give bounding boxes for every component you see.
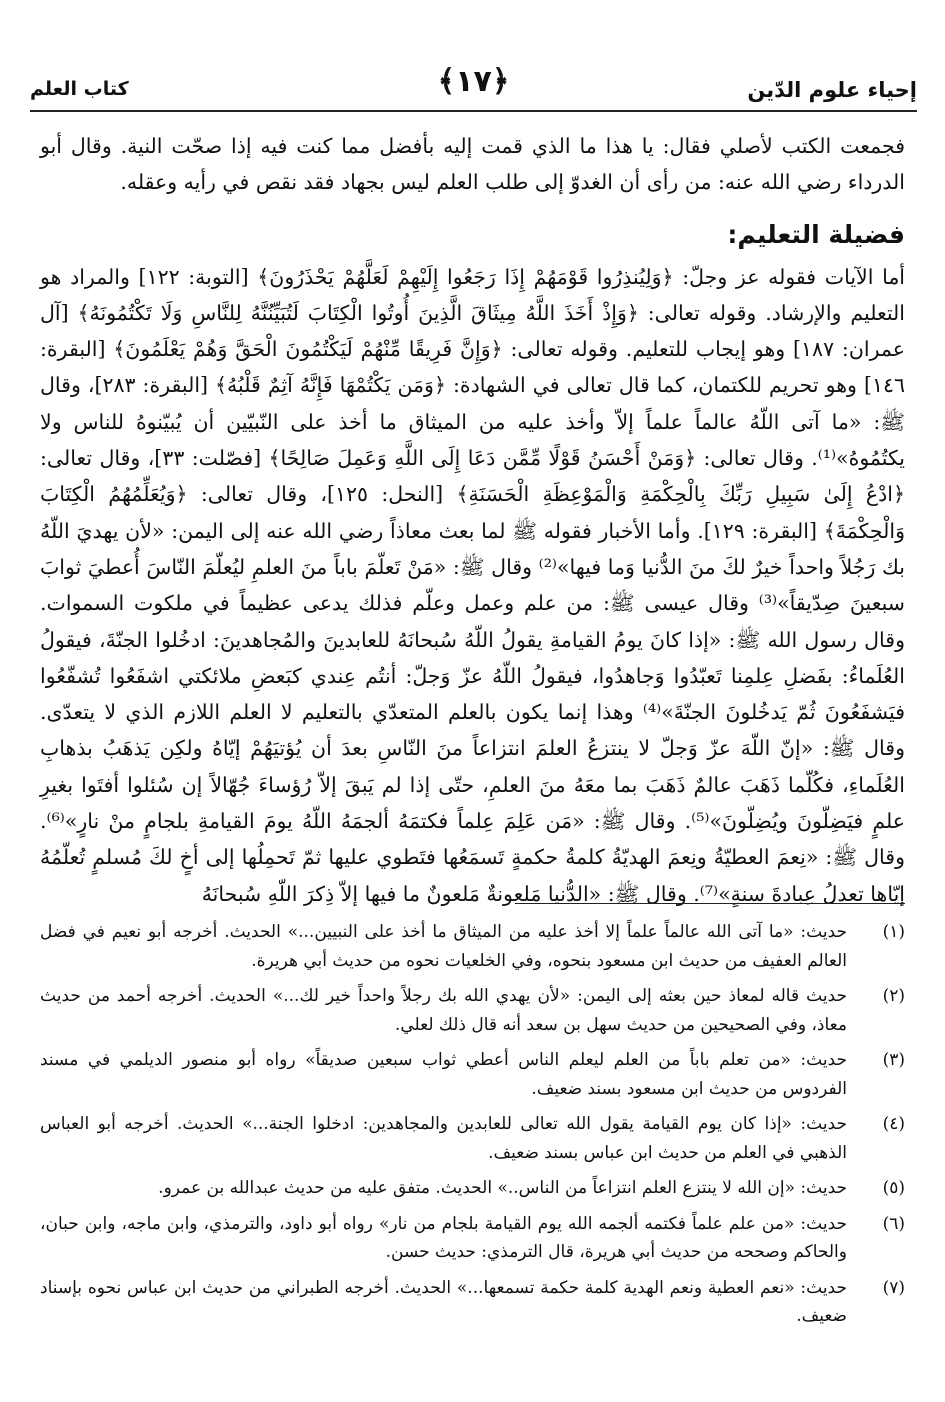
running-section-title: كتاب العلم [30, 78, 129, 100]
intro-paragraph: فجمعت الكتب لأصلي فقال: يا هذا ما الذي قمت إليه بأفضل مما كنت فيه إذا صحّت النية. وقال أبو الدرداء رضي الله عنه: من رأى أن الغدوّ إلى طلب العلم ليس بجهاد فقد نقص في رأيه وعقله. [40, 134, 905, 195]
footnote-text: حديث: «من علم علماً فكتمه ألجمه الله يوم القيامة بلجام من نار» رواه أبو داود، والترمذي، وابن ماجه، وابن حبان، والحاكم وصححه من حديث أبي هريرة، قال الترمذي: حديث حسن. [40, 1213, 847, 1262]
footnote-number: (٣) [882, 1050, 905, 1070]
footnote [40, 982, 905, 1039]
footnote-number: (٤) [882, 1114, 905, 1134]
footnote-text: حديث قاله لمعاذ حين بعثه إلى اليمن: «لأن يهدي الله بك رجلاً واحداً خير لك...» الحديث. أخرجه أحمد من حديث معاذ، وفي الصحيحين من حديث سهل بن سعد أنه قال ذلك لعلي. [40, 986, 847, 1035]
footnote [40, 918, 905, 975]
footnotes [40, 918, 905, 1378]
main-text [40, 128, 906, 906]
section-heading: فضيلة التعليم: [727, 219, 905, 249]
footnote [40, 1210, 905, 1267]
footnote [40, 1046, 905, 1103]
footnote [40, 1174, 905, 1203]
page-header [30, 64, 917, 110]
footnote-number: (٢) [882, 986, 905, 1006]
footnote-text: حديث: «ما آتى الله عالماً علماً إلا أخذ عليه من الميثاق ما أخذ على النبيين...» الحديث. أخرجه أبو نعيم في فضل العالم العفيف من حديث ابن مسعود بنحوه، وفي الخلعيات نحوه من حديث أبي هريرة. [40, 922, 847, 971]
page-number: ﴿١٧﴾ [437, 64, 510, 99]
footnote-number: (٥) [882, 1178, 905, 1198]
footnote-text: حديث: «إذا كان يوم القيامة يقول الله تعالى للعابدين والمجاهدين: ادخلوا الجنة...» الحديث. أخرجه أبو العباس الذهبي في العلم من حديث ابن عباس بسند ضعيف. [40, 1114, 847, 1163]
running-book-title: إحياء علوم الدّين [747, 78, 917, 102]
footnote-number: (٧) [882, 1277, 905, 1298]
footnote [40, 1110, 905, 1167]
footnote-number: (١) [882, 922, 905, 942]
footnote [40, 1274, 905, 1331]
footnote-text: حديث: «إن الله لا ينتزع العلم انتزاعاً من الناس..» الحديث. متفق عليه من حديث عبدالله بن عمرو. [158, 1178, 847, 1198]
footnote-text: حديث: «نعم العطية ونعم الهدية كلمة حكمة تسمعها...» الحديث. أخرجه الطبراني من حديث ابن عباس نحوه بإسناد ضعيف. [40, 1277, 847, 1326]
header-divider [30, 110, 917, 112]
footnote-divider [515, 903, 905, 904]
footnote-text: حديث: «من تعلم باباً من العلم ليعلم الناس أعطي ثواب سبعين صديقاً» رواه أبو منصور الديلمي في مسند الفردوس من حديث ابن مسعود بسند ضعيف. [40, 1050, 847, 1099]
body-paragraph: أما الآيات فقوله عز وجلّ: ﴿وَلِيُنذِرُوا قَوْمَهُمْ إِذَا رَجَعُوا إِلَيْهِمْ لَعَلَّهُمْ يَحْذَرُونَ﴾ [التوبة: ١٢٢] والمراد هو التعليم والإرشاد. وقوله تعالى: ﴿وَإِذْ أَخَذَ اللَّهُ مِيثَاقَ الَّذِينَ أُوتُوا الْكِتَابَ لَتُبَيِّنُنَّهُ لِلنَّاسِ وَلَا تَكْتُمُونَهُ﴾ [آل عمران: ١٨٧] وهو إيجاب للتعليم. وقوله تعالى: ﴿وَإِنَّ فَرِيقًا مِّنْهُمْ لَيَكْتُمُونَ الْحَقَّ وَهُمْ يَعْلَمُونَ﴾ [البقرة: ١٤٦] وهو تحريم للكتمان، كما قال تعالى في الشهادة: ﴿وَمَن يَكْتُمْهَا فَإِنَّهُ آثِمٌ قَلْبُهُ﴾ [البقرة: ٢٨٣]، وقال ﷺ: «ما آتى اللّهُ عالماً علماً إلاّ وأخذ عليه من الميثاق ما أخذ على النّبيّين أن يُبيّنوهُ للناس ولا يكتُمُوهُ»⁽¹⁾. وقال تعالى: ﴿وَمَنْ أَحْسَنُ قَوْلًا مِّمَّن دَعَا إِلَى اللَّهِ وَعَمِلَ صَالِحًا﴾ [فصّلت: ٣٣]، وقال تعالى: ﴿ادْعُ إِلَىٰ سَبِيلِ رَبِّكَ بِالْحِكْمَةِ وَالْمَوْعِظَةِ الْحَسَنَةِ﴾ [النحل: ١٢٥]، وقال تعالى: ﴿وَيُعَلِّمُهُمُ الْكِتَابَ وَالْحِكْمَةَ﴾ [البقرة: ١٢٩]. وأما الأخبار فقوله ﷺ لما بعث معاذاً رضي الله عنه إلى اليمن: «لأن يهديَ اللّهُ بك رَجُلاً واحداً خيرٌ لكَ منَ الدُّنيا وَما فيها»⁽²⁾ وقال ﷺ: «مَنْ تَعلّمَ باباً منَ العلمِ ليُعلّمَ النّاسَ أُعطيَ ثوابَ سبعينَ صِدّيقاً»⁽³⁾ وقال عيسى ﷺ: من علم وعمل وعلّم فذلك يدعى عظيماً في ملكوت السموات. وقال رسول الله ﷺ: «إذا كانَ يومُ القيامةِ يقولُ اللّهُ سُبحانَهُ للعابدينَ والمُجاهدينَ: ادخُلوا الجنّةَ، فيقولُ العُلَماءُ: بفَضلِ عِلمِنا تَعبّدُوا وَجاهدُوا، فيقولُ اللّهُ عزّ وَجلّ: أنتُم عِندي كبَعضِ ملائكتي اشفَعُوا تُشفّعُوا فيَشفَعُونَ ثُمّ يَدخُلونَ الجنّةَ»⁽⁴⁾ وهذا إنما يكون بالعلم المتعدّي بالتعليم لا العلم اللازم الذي لا يتعدّى. وقال ﷺ: «إنّ اللّهَ عزّ وَجلّ لا ينتزعُ العلمَ انتزاعاً منَ النّاسِ بعدَ أن يُؤتيَهُمْ إيّاهُ ولكِن يَذهَبُ بذهابِ العُلَماءِ، فكُلّما ذَهَبَ عالمٌ ذَهَبَ بما معَهُ منَ العلمِ، حتّى إذا لم يَبقَ إلاّ رُؤساءَ جُهّالاً إن سُئلوا أفتَوا بغيرِ علمٍ فيَضِلّونَ ويُضِلّونَ»⁽⁵⁾. وقال ﷺ: «مَن عَلِمَ عِلماً فكتمَهُ ألجمَهُ اللّهُ يومَ القيامةِ بلجامٍ منْ نارٍ»⁽⁶⁾. وقال ﷺ: «نِعمَ العطيّةُ ونِعمَ الهديّةُ كلمةُ حكمةٍ تَسمَعُها فتَطوي عليها ثمّ تَحمِلُها إلى أخٍ لكَ مُسلمٍ تُعلّمُهُ إيّاها تعدلُ عِبادةَ سنةٍ»⁽⁷⁾. وقال ﷺ: «الدُّنيا مَلعونةٌ مَلعونٌ ما فيها إلاّ ذِكرَ اللّهِ سُبحانَهُ [40, 264, 906, 906]
footnote-number: (٦) [882, 1213, 905, 1234]
